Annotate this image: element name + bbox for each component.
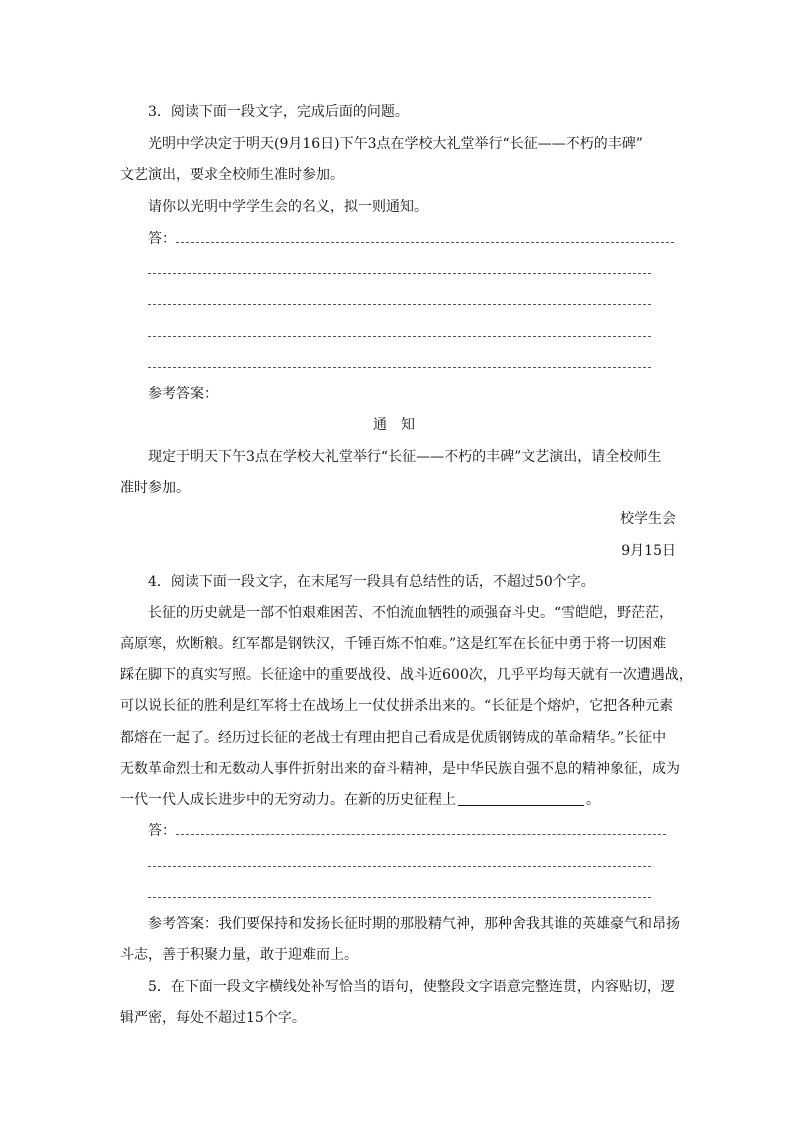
q5-stem-line2: 辑严密，每处不超过15个字。 <box>120 1010 306 1026</box>
answer-line <box>176 834 666 835</box>
q3-passage-line2: 文艺演出，要求全校师生准时参加。 <box>120 167 344 183</box>
fill-in-blank <box>458 791 584 806</box>
q4-passage-line2: 高原寒，炊断粮。红军都是钢铁汉，千锤百炼不怕难。”这是红军在长征中勇于将一切困难 <box>120 636 667 652</box>
q4-passage-line7-end: 。 <box>586 792 600 808</box>
q5-stem-line1: 5．在下面一段文字横线处补写恰当的语句，使整段文字语意完整连贯，内容贴切，逻 <box>148 979 675 995</box>
answer-line <box>176 242 674 243</box>
answer-line <box>148 304 651 305</box>
q3-stem: 3．阅读下面一段文字，完成后面的问题。 <box>148 104 409 120</box>
q4-passage-line7-text: 一代一代人成长进步中的无穷动力。在新的历史征程上 <box>120 792 456 808</box>
q4-passage-line1: 长征的历史就是一部不怕艰难困苦、不怕流血牺牲的顽强奋斗史。“雪皑皑，野茫茫， <box>148 605 674 621</box>
q4-answer-label: 答： <box>148 823 176 839</box>
answer-line <box>148 336 651 337</box>
q3-task: 请你以光明中学学生会的名义，拟一则通知。 <box>148 199 428 215</box>
answer-line <box>148 367 651 368</box>
notice-date: 9月15日 <box>621 543 676 559</box>
q3-reference-label: 参考答案： <box>148 386 218 402</box>
q4-passage-line4: 可以说长征的胜利是红军将士在战场上一仗仗拼杀出来的。“长征是个熔炉，它把各种元素 <box>120 698 674 714</box>
q4-passage-line5: 都熔在一起了。经历过长征的老战士有理由把自己看成是优质钢铸成的革命精华。”长征中 <box>120 730 667 746</box>
q4-passage-line3: 踩在脚下的真实写照。长征途中的重要战役、战斗近600次，几乎平均每天就有一次遭遇战， <box>120 667 693 683</box>
q4-passage-line7 <box>120 790 680 810</box>
notice-body-line2: 准时参加。 <box>120 480 190 496</box>
q4-reference-line2: 斗志，善于积聚力量，敢于迎难而上。 <box>120 947 358 963</box>
notice-title: 通知 <box>373 417 429 433</box>
q4-reference-line1: 参考答案：我们要保持和发扬长征时期的那股精气神，那种舍我其谁的英雄豪气和昂扬 <box>148 916 680 932</box>
answer-line <box>148 897 651 898</box>
q3-passage-line1: 光明中学决定于明天(9月16日)下午3点在学校大礼堂举行“长征——不朽的丰碑” <box>148 136 643 152</box>
answer-line <box>148 273 651 274</box>
q4-passage-line6: 无数革命烈士和无数动人事件折射出来的奋斗精神，是中华民族自强不息的精神象征，成为 <box>120 761 680 777</box>
answer-line <box>148 866 651 867</box>
q4-stem: 4．阅读下面一段文字，在末尾写一段具有总结性的话，不超过50个字。 <box>148 574 595 590</box>
q3-answer-label: 答： <box>148 231 176 247</box>
notice-body-line1: 现定于明天下午3点在学校大礼堂举行“长征——不朽的丰碑”文艺演出，请全校师生 <box>148 449 662 465</box>
notice-signature: 校学生会 <box>620 511 676 527</box>
